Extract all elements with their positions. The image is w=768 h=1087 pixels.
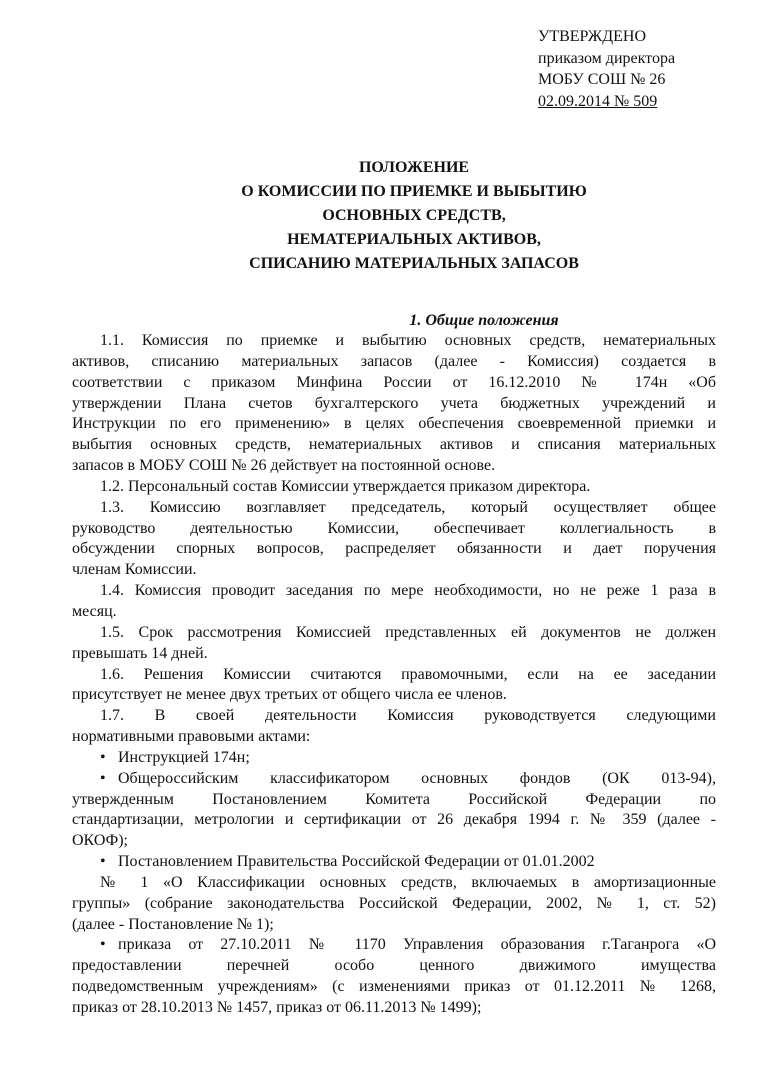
title-line: НЕМАТЕРИАЛЬНЫХ АКТИВОВ, [287,231,541,248]
text-line: утвержденным Постановлением Комитета Российской Федерации по [72,790,716,808]
text-line: № 1 «О Классификации основных средств, включаемых в амортизационные [100,873,716,891]
text-line: утверждении Плана счетов бухгалтерского учета бюджетных учреждений и [72,394,716,412]
bullet-icon: • [100,936,106,954]
title-line: ОСНОВНЫХ СРЕДСТВ, [322,207,506,224]
paragraph [72,581,716,623]
text-line [72,852,716,873]
title-line: ПОЛОЖЕНИЕ [358,159,470,176]
bullet-text: приказа от 27.10.2011 № 1170 Управления образования г.Таганрога «О [118,936,716,954]
text-line: членам Комиссии. [72,561,197,579]
paragraph [72,706,716,748]
text-line: 1.6. Решения Комиссии считаются правомочными, если на ее заседании [100,665,716,683]
text-line: руководство деятельностью Комиссии, обеспечивает коллегиальность в [72,519,716,537]
section-heading: 1. Общие положения [409,312,559,329]
approval-line: МОБУ СОШ № 26 [538,71,666,88]
text-line: 1.1. Комиссия по приемке и выбытию основных средств, нематериальных [100,332,716,349]
text-line: выбытия основных средств, нематериальных активов и списания материальных [72,436,716,454]
text-line: Инструкции по его применению» в целях обеспечения своевременной приемки и [72,415,716,433]
paragraph [72,623,716,665]
bullet-icon: • [100,769,106,787]
text-line: подведомственным учреждениям» (с изменениями приказ от 01.12.2011 № 1268, [72,978,716,996]
text-line: запасов в МОБУ СОШ № 26 действует на постоянной основе. [72,457,496,475]
bullet-text: Постановлением Правительства Российской Федерации от 01.01.2002 [118,853,595,871]
bullet-item [72,935,716,1018]
title-line: О КОМИССИИ ПО ПРИЕМКЕ И ВЫБЫТИЮ [241,183,587,200]
text-line: обсуждении спорных вопросов, распределяет обязанности и дает поручения [72,540,716,558]
text-line: превышать 14 дней. [72,644,208,662]
text-line: стандартизации, метрологии и сертификации от 26 декабря 1994 г. № 359 (далее - [72,811,716,829]
approval-order-date: 02.09.2014 № 509 [538,92,658,110]
text-line [72,748,716,769]
text-line: приказ от 28.10.2013 № 1457, приказ от 06.11.2013 № 1499); [72,999,482,1016]
text-line: нормативными правовыми актами: [72,728,311,746]
bullet-text: Общероссийским классификатором основных фондов (ОК 013-94), [118,769,716,787]
bullet-icon: • [100,748,106,766]
text-line [72,769,716,790]
bullet-item [72,852,716,873]
paragraph [72,498,716,581]
bullet-icon: • [100,853,106,871]
text-line: группы» (собрание законодательства Российской Федерации, 2002, № 1, ст. 52) [72,894,716,912]
text-line: соответствии с приказом Минфина России от 16.12.2010 № 174н «Об [72,373,716,391]
text-line: присутствует не менее двух третьих от общего числа ее членов. [72,686,507,704]
approval-stamp [538,26,675,112]
text-line: 1.5. Срок рассмотрения Комиссией представленных ей документов не должен [100,623,716,641]
text-line: 1.4. Комиссия проводит заседания по мере необходимости, но не реже 1 раза в [100,582,716,600]
text-line: 1.2. Персональный состав Комиссии утверждается приказом директора. [100,477,591,495]
bullet-item [72,769,716,852]
paragraph [72,331,716,477]
text-line: месяц. [72,602,117,620]
approval-line: приказом директора [538,49,676,67]
text-line [72,935,716,956]
text-line: 1.3. Комиссию возглавляет председатель, который осуществляет общее [100,498,716,516]
bullet-text: Инструкцией 174н; [118,748,250,766]
text-line: активов, списанию материальных запасов (далее - Комиссия) создается в [72,352,716,370]
text-line: 1.7. В своей деятельности Комиссия руководствуется следующими [100,707,716,725]
text-line: ОКОФ); [72,832,128,850]
approval-line: УТВЕРЖДЕНО [538,28,647,45]
document-title [0,156,768,276]
document-body [72,331,716,1019]
text-line: (далее - Постановление № 1); [72,915,274,933]
paragraph [72,477,716,498]
title-line: СПИСАНИЮ МАТЕРИАЛЬНЫХ ЗАПАСОВ [249,255,579,272]
paragraph [72,873,716,936]
text-line: предоставлении перечней особо ценного движимого имущества [72,957,716,975]
paragraph [72,665,716,707]
bullet-item [72,748,716,769]
